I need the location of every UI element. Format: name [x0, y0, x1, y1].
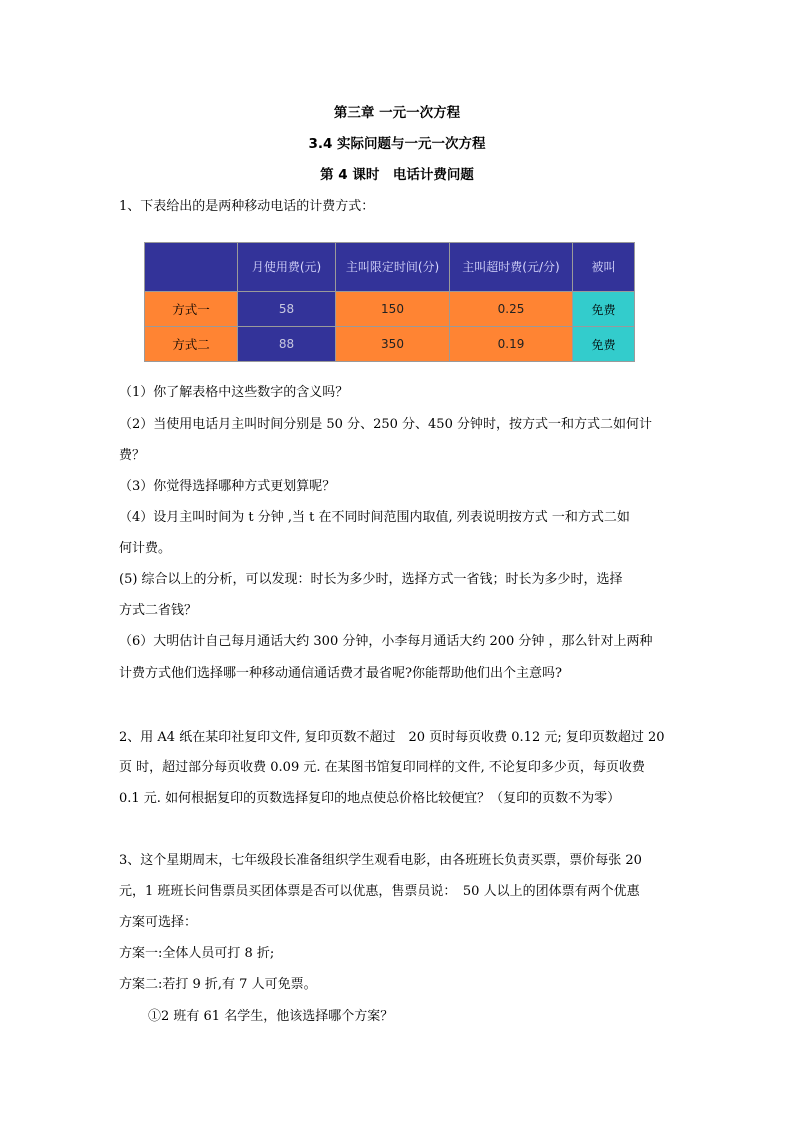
q2-line-3: 0.1 元. 如何根据复印的页数选择复印的地点使总价格比较便宜？（复印的页数不为零） — [119, 791, 621, 806]
section-title: 3.4 实际问题与一元一次方程 — [308, 136, 486, 152]
q1-sub-2: （2）当使用电话月主叫时间分别是 50 分、250 分、450 分钟时，按方式一和方式二如何计 — [119, 417, 652, 432]
table-header-call-limit: 主叫限定时间(分) — [336, 243, 450, 292]
q3-line-2: 元，1 班班长问售票员买团体票是否可以优惠，售票员说： 50 人以上的团体票有两个优惠 — [119, 884, 640, 899]
table-header-receiving: 被叫 — [573, 243, 635, 292]
q1-sub-1: （1）你了解表格中这些数字的含义吗？ — [119, 385, 349, 400]
table-row — [145, 327, 635, 362]
q3-option-2: 方案二:若打 9 折,有 7 人可免票。 — [119, 977, 317, 992]
q1-intro: 1、下表给出的是两种移动电话的计费方式： — [119, 199, 375, 214]
fee-table — [144, 242, 635, 362]
q2-line-1: 2、用 A4 纸在某印社复印文件, 复印页数不超过 20 页时每页收费 0.12 元; 复印页数超过 20 — [119, 730, 665, 745]
table-cell: 58 — [238, 292, 336, 327]
q1-sub-5-cont: 方式二省钱？ — [119, 603, 198, 618]
table-cell: 0.19 — [450, 327, 573, 362]
chapter-title: 第三章 一元一次方程 — [333, 105, 461, 121]
table-header-monthly-fee: 月使用费(元) — [238, 243, 336, 292]
q1-sub-4: （4）设月主叫时间为 t 分钟 ,当 t 在不同时间范围内取值, 列表说明按方式 一和方式二如 — [119, 510, 630, 525]
table-cell: 88 — [238, 327, 336, 362]
table-header-overtime-fee: 主叫超时费(元/分) — [450, 243, 573, 292]
q1-sub-5: (5) 综合以上的分析，可以发现：时长为多少时，选择方式一省钱；时长为多少时，选择 — [119, 572, 623, 587]
table-cell: 350 — [336, 327, 450, 362]
table-cell: 免费 — [573, 327, 635, 362]
title-block — [0, 100, 794, 193]
q3-line-3: 方案可选择： — [119, 915, 198, 930]
q3-option-1: 方案一:全体人员可打 8 折; — [119, 946, 275, 961]
table-row — [145, 292, 635, 327]
q3-sub-1: ①2 班有 61 名学生，他该选择哪个方案？ — [148, 1009, 394, 1024]
row-label: 方式二 — [145, 327, 238, 362]
row-label: 方式一 — [145, 292, 238, 327]
lesson-title: 第 4 课时 电话计费问题 — [320, 167, 474, 183]
q3-line-1: 3、这个星期周末，七年级段长准备组织学生观看电影，由各班班长负责买票，票价每张 20 — [119, 853, 642, 868]
q1-sub-3: （3）你觉得选择哪种方式更划算呢？ — [119, 479, 336, 494]
q1-sub-2-cont: 费？ — [119, 448, 146, 463]
table-cell: 150 — [336, 292, 450, 327]
table-header-empty — [145, 243, 238, 292]
q2-line-2: 页 时，超过部分每页收费 0.09 元. 在某图书馆复印同样的文件, 不论复印多少页，每页收费 — [119, 760, 645, 775]
q1-sub-6-cont: 计费方式他们选择哪一种移动通信通话费才最省呢?你能帮助他们出个主意吗? — [119, 666, 562, 681]
q1-sub-4-cont: 何计费。 — [119, 541, 172, 556]
q1-sub-6: （6）大明估计自己每月通话大约 300 分钟，小李每月通话大约 200 分钟 ，那么针对上两种 — [119, 634, 653, 649]
table-cell: 免费 — [573, 292, 635, 327]
table-cell: 0.25 — [450, 292, 573, 327]
